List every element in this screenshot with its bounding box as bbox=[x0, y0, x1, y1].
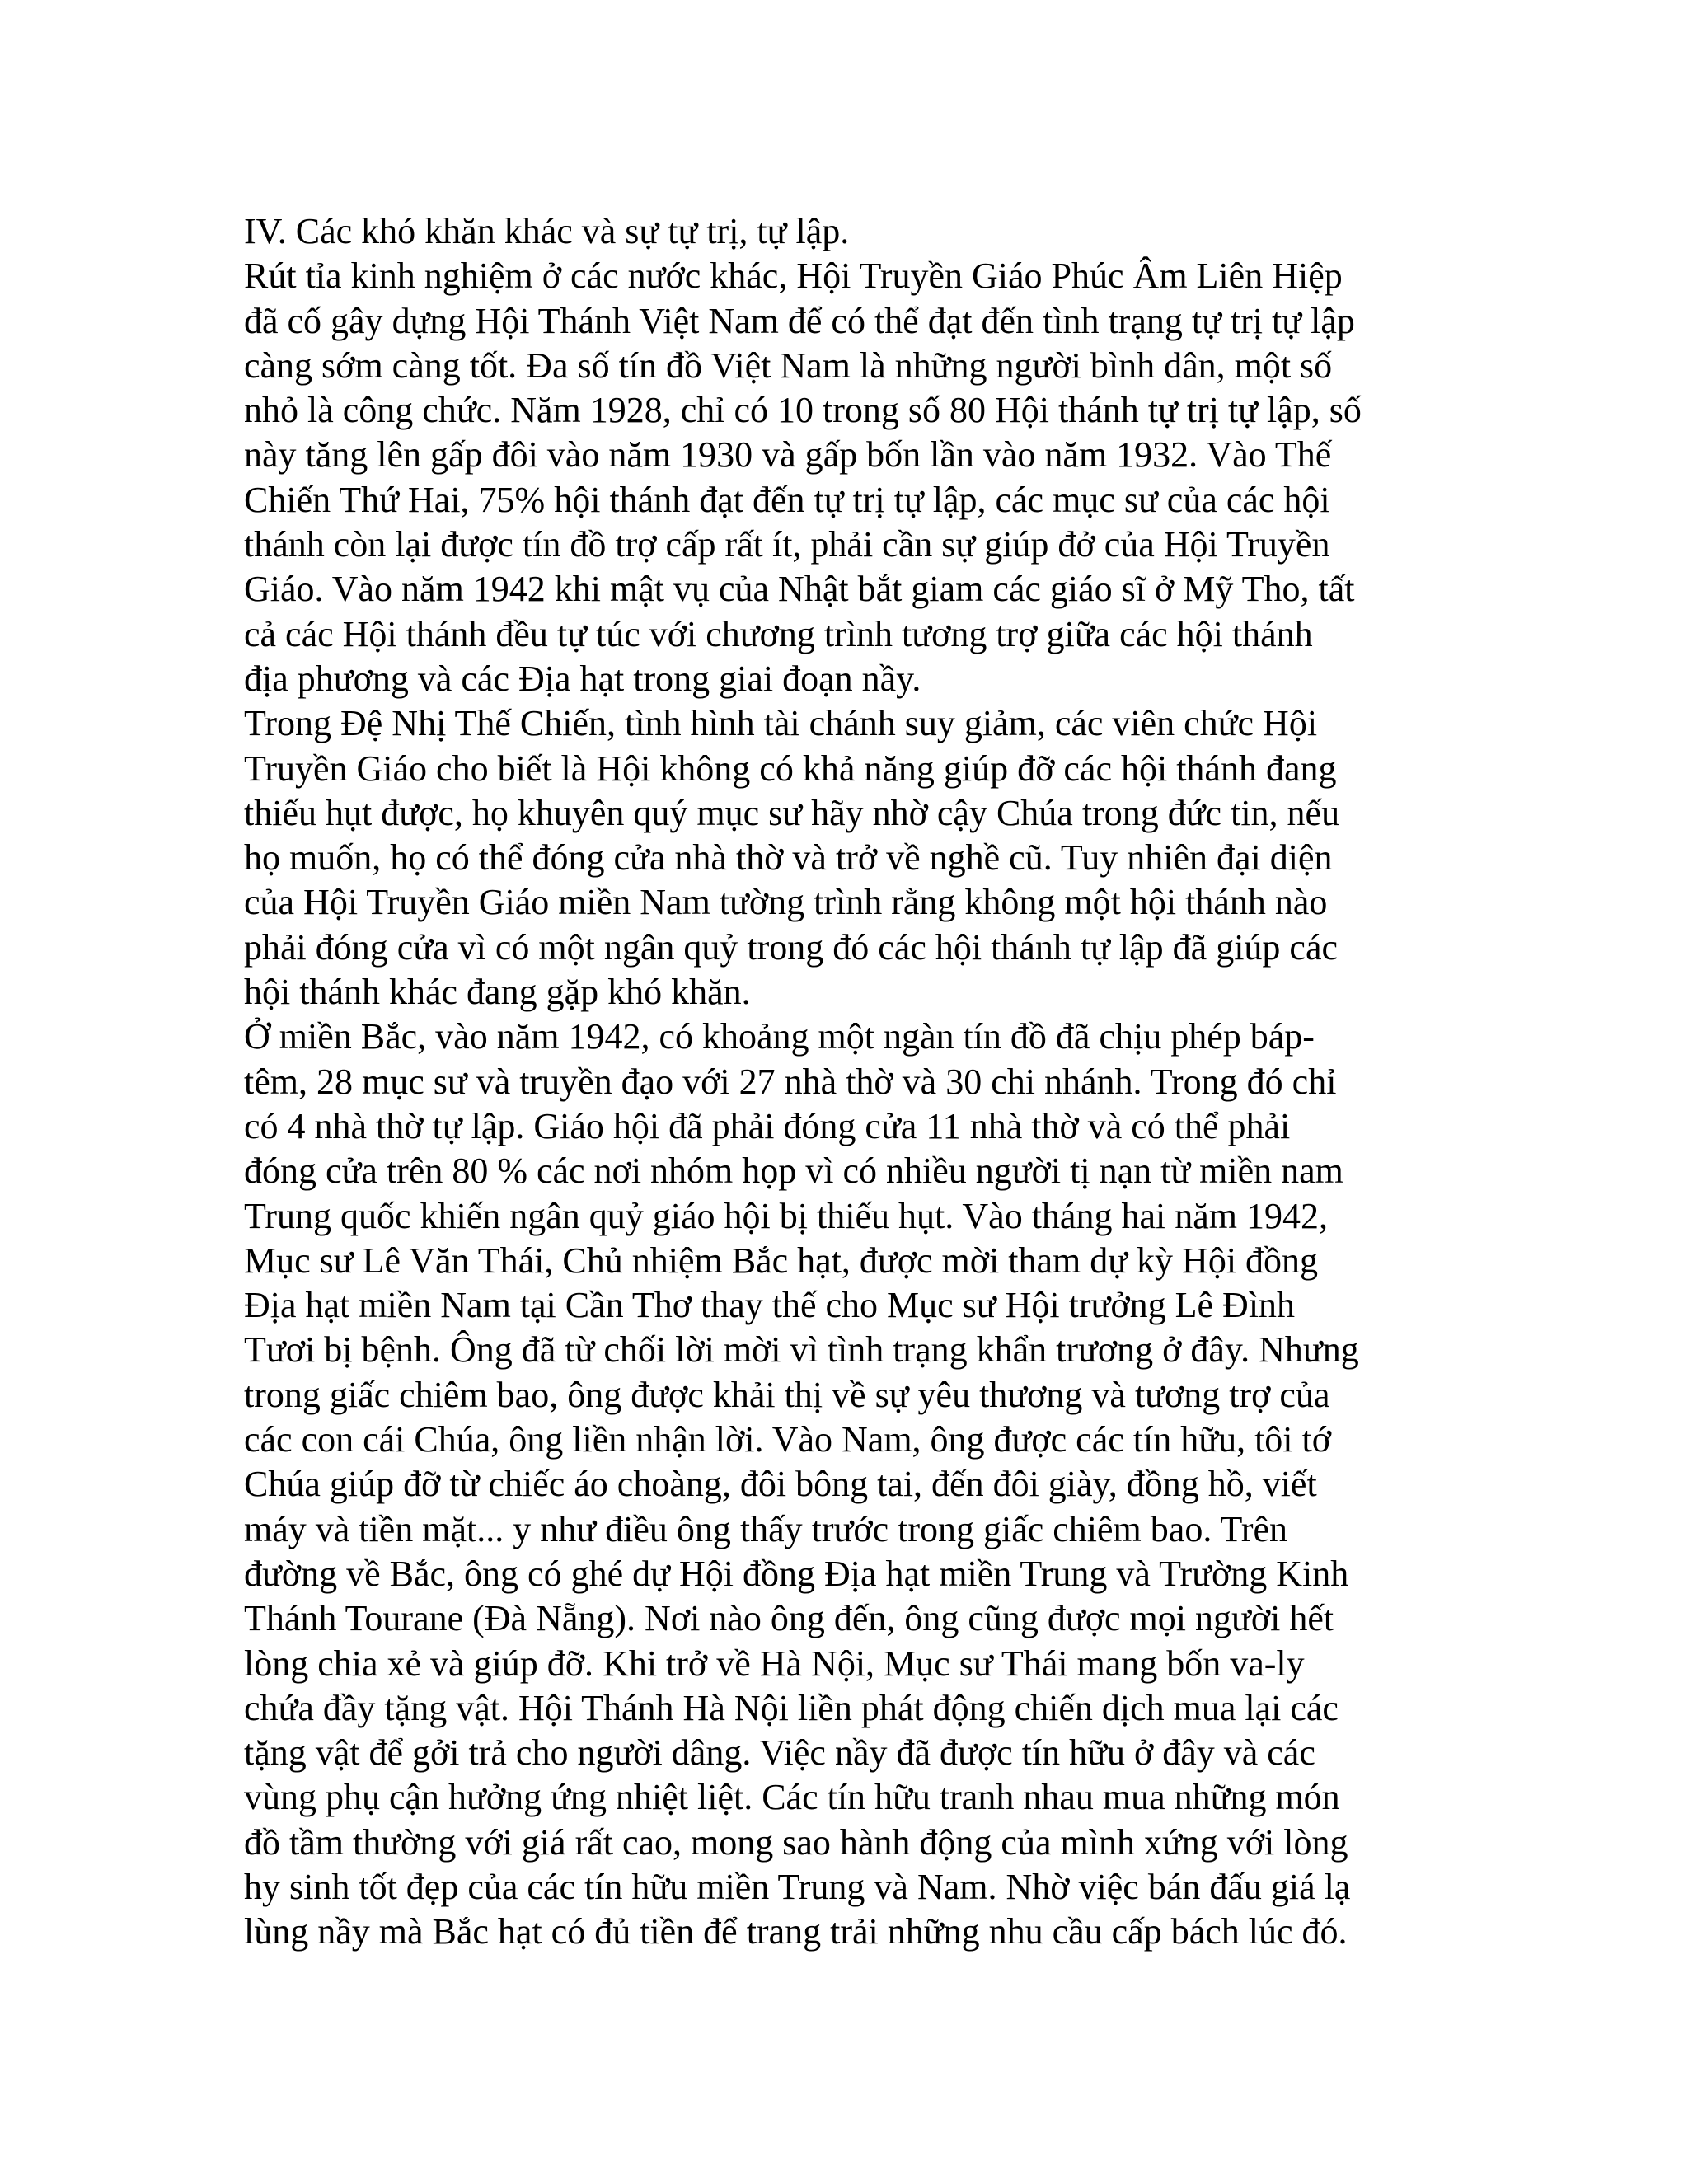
body-text-line: phải đóng cửa vì có một ngân quỷ trong đó các hội thánh tự lập đã giúp các bbox=[244, 926, 1339, 968]
body-text-line: Địa hạt miền Nam tại Cần Thơ thay thế cho Mục sư Hội trưởng Lê Đình bbox=[244, 1285, 1296, 1326]
body-text-line: Rút tỉa kinh nghiệm ở các nước khác, Hội Truyền Giáo Phúc Âm Liên Hiệp bbox=[244, 255, 1343, 297]
body-text-line: Ở miền Bắc, vào năm 1942, có khoảng một ngàn tín đồ đã chịu phép báp- bbox=[244, 1016, 1315, 1057]
section-heading: IV. Các khó khăn khác và sự tự trị, tự lập. bbox=[244, 211, 850, 251]
body-text-line: hy sinh tốt đẹp của các tín hữu miền Trung và Nam. Nhờ việc bán đấu giá lạ bbox=[244, 1866, 1351, 1907]
document-body bbox=[244, 209, 1447, 1955]
body-text-line: của Hội Truyền Giáo miền Nam tường trình rằng không một hội thánh nào bbox=[244, 882, 1328, 923]
body-text-line: têm, 28 mục sư và truyền đạo với 27 nhà thờ và 30 chi nhánh. Trong đó chỉ bbox=[244, 1061, 1337, 1102]
body-text-line: địa phương và các Địa hạt trong giai đoạn nầy. bbox=[244, 658, 921, 699]
body-text-line: họ muốn, họ có thể đóng cửa nhà thờ và trở về nghề cũ. Tuy nhiên đại diện bbox=[244, 837, 1333, 879]
body-text-line: đóng cửa trên 80 % các nơi nhóm họp vì có nhiều người tị nạn từ miền nam bbox=[244, 1151, 1343, 1192]
body-text-line: thánh còn lại được tín đồ trợ cấp rất ít, phải cần sự giúp đở của Hội Truyền bbox=[244, 524, 1330, 565]
body-text-line: vùng phụ cận hưởng ứng nhiệt liệt. Các tín hữu tranh nhau mua những món bbox=[244, 1777, 1340, 1818]
body-text-line: đường về Bắc, ông có ghé dự Hội đồng Địa hạt miền Trung và Trường Kinh bbox=[244, 1553, 1349, 1594]
body-text-line: lùng nầy mà Bắc hạt có đủ tiền để trang trải những nhu cầu cấp bách lúc đó. bbox=[244, 1911, 1348, 1952]
body-text-line: đã cố gây dựng Hội Thánh Việt Nam để có thể đạt đến tình trạng tự trị tự lập bbox=[244, 300, 1355, 341]
body-text-line: tặng vật để gởi trả cho người dâng. Việc nầy đã được tín hữu ở đây và các bbox=[244, 1732, 1315, 1774]
body-text-line: lòng chia xẻ và giúp đỡ. Khi trở về Hà Nội, Mục sư Thái mang bốn va-ly bbox=[244, 1643, 1305, 1684]
body-text-line: càng sớm càng tốt. Đa số tín đồ Việt Nam là những người bình dân, một số bbox=[244, 344, 1333, 386]
body-text-line: Mục sư Lê Văn Thái, Chủ nhiệm Bắc hạt, được mời tham dự kỳ Hội đồng bbox=[244, 1240, 1319, 1281]
body-text-line: đồ tầm thường với giá rất cao, mong sao hành động của mình xứng với lòng bbox=[244, 1821, 1348, 1863]
body-text-line: Thánh Tourane (Đà Nẵng). Nơi nào ông đến, ông cũng được mọi người hết bbox=[244, 1598, 1334, 1639]
body-text-line: hội thánh khác đang gặp khó khăn. bbox=[244, 972, 751, 1013]
body-text-line: các con cái Chúa, ông liền nhận lời. Vào Nam, ông được các tín hữu, tôi tớ bbox=[244, 1419, 1332, 1460]
body-text-line: cả các Hội thánh đều tự túc với chương trình tương trợ giữa các hội thánh bbox=[244, 613, 1313, 654]
body-text-line: Giáo. Vào năm 1942 khi mật vụ của Nhật bắt giam các giáo sĩ ở Mỹ Tho, tất bbox=[244, 569, 1355, 610]
body-text-line: Tươi bị bệnh. Ông đã từ chối lời mời vì tình trạng khẩn trương ở đây. Nhưng bbox=[244, 1329, 1359, 1371]
body-text-line: trong giấc chiêm bao, ông được khải thị về sự yêu thương và tương trợ của bbox=[244, 1374, 1330, 1415]
body-text-line: Trong Đệ Nhị Thế Chiến, tình hình tài chánh suy giảm, các viên chức Hội bbox=[244, 703, 1318, 744]
body-text-line: nhỏ là công chức. Năm 1928, chỉ có 10 trong số 80 Hội thánh tự trị tự lập, số bbox=[244, 390, 1362, 431]
body-text-line: máy và tiền mặt... y như điều ông thấy trước trong giấc chiêm bao. Trên bbox=[244, 1508, 1288, 1549]
body-text-line: có 4 nhà thờ tự lập. Giáo hội đã phải đóng cửa 11 nhà thờ và có thể phải bbox=[244, 1105, 1291, 1146]
body-text-line: Chúa giúp đỡ từ chiếc áo choàng, đôi bông tai, đến đôi giày, đồng hồ, viết bbox=[244, 1464, 1317, 1505]
body-text-line: Truyền Giáo cho biết là Hội không có khả năng giúp đỡ các hội thánh đang bbox=[244, 748, 1337, 789]
body-text-line: này tăng lên gấp đôi vào năm 1930 và gấp bốn lần vào năm 1932. Vào Thế bbox=[244, 434, 1332, 476]
body-text-line: thiếu hụt được, họ khuyên quý mục sư hãy nhờ cậy Chúa trong đức tin, nếu bbox=[244, 792, 1340, 833]
body-text-line: chứa đầy tặng vật. Hội Thánh Hà Nội liền phát động chiến dịch mua lại các bbox=[244, 1687, 1339, 1728]
body-text-line: Trung quốc khiến ngân quỷ giáo hội bị thiếu hụt. Vào tháng hai năm 1942, bbox=[244, 1195, 1328, 1236]
body-text-line: Chiến Thứ Hai, 75% hội thánh đạt đến tự trị tự lập, các mục sư của các hội bbox=[244, 479, 1330, 520]
